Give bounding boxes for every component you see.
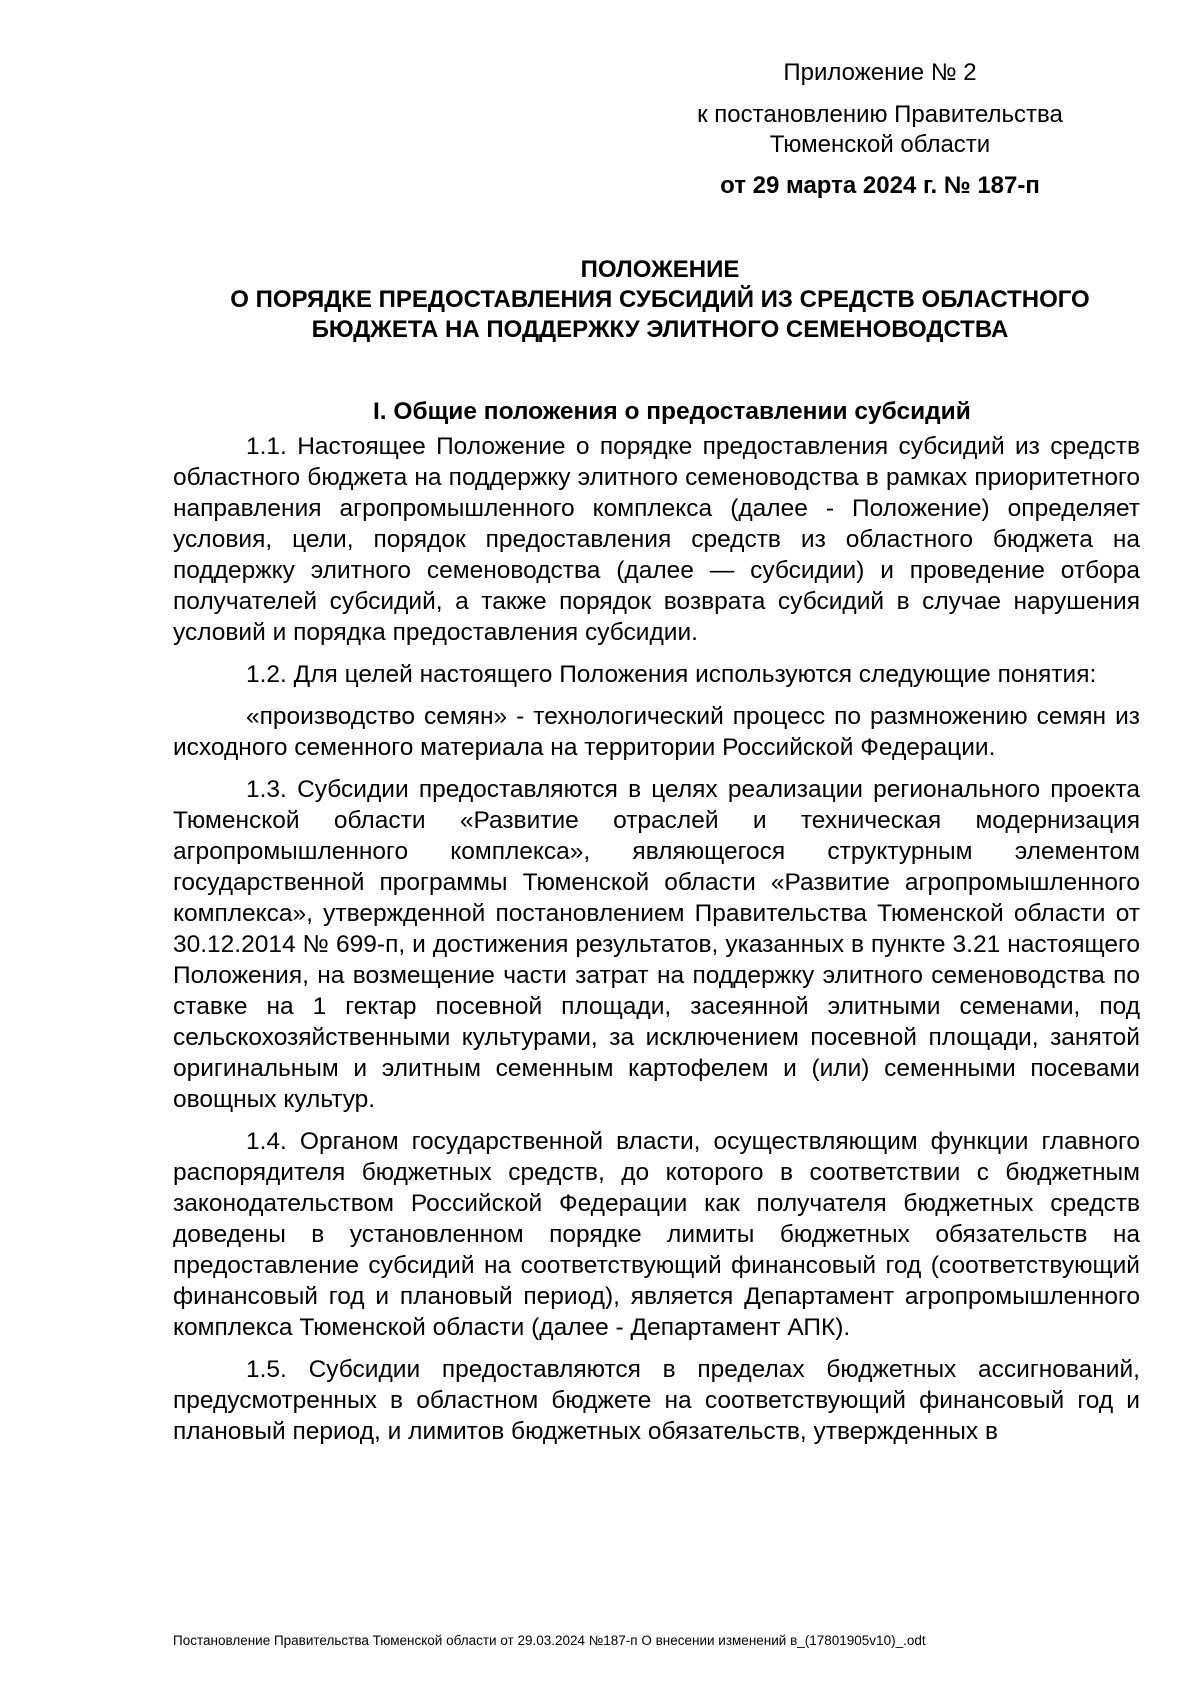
paragraph-1-5: 1.5. Субсидии предоставляются в пределах бюджетных ассигнований, предусмотренных в областном бюджете на соответствующий финансовый год и плановый период, и лимитов бюджетных обязательств, утвержденных в	[173, 1356, 1140, 1445]
paragraph-definition: «производство семян» - технологический процесс по размножению семян из исходного семенного материала на территории Российской Федерации.	[173, 703, 1140, 761]
paragraph-1-4: 1.4. Органом государственной власти, осуществляющим функции главного распорядителя бюджетных средств, до которого в соответствии с бюджетным законодательством Российской Федерации как получателя бюджетных средств доведены в установленном порядке лимиты бюджетных обязательств на предоставление субсидий на соответствующий финансовый год (соответствующий финансовый год и плановый период), является Департамент агропромышленного комплекса Тюменской области (далее - Департамент АПК).	[173, 1128, 1140, 1341]
paragraph-1-3: 1.3. Субсидии предоставляются в целях реализации регионального проекта Тюменской области «Развитие отраслей и техническая модернизация агропромышленного комплекса», являющегося структурным элементом государственной программы Тюменской области «Развитие агропромышленного комплекса», утвержденной постановлением Правительства Тюменской области от 30.12.2014 № 699-п, и достижения результатов, указанных в пункте 3.21 настоящего Положения, на возмещение части затрат на поддержку элитного семеноводства по ставке на 1 гектар посевной площади, засеянной элитными семенами, под сельскохозяйственными культурами, за исключением посевной площади, занятой оригинальным и элитным семенным картофелем и (или) семенными посевами овощных культур.	[173, 776, 1140, 1113]
appendix-number: Приложение № 2	[783, 59, 977, 86]
document-body	[173, 396, 1140, 1458]
paragraph-1-2: 1.2. Для целей настоящего Положения используются следующие понятия:	[246, 661, 1097, 688]
appendix-date-number: от 29 марта 2024 г. № 187-п	[720, 172, 1040, 199]
paragraph-1-1: 1.1. Настоящее Положение о порядке предоставления субсидий из средств областного бюджета на поддержку элитного семеноводства в рамках приоритетного направления агропромышленного комплекса (далее - Положение) определяет условия, цели, порядок предоставления средств из областного бюджета на поддержку элитного семеноводства (далее — субсидии) и проведение отбора получателей субсидий, а также порядок возврата субсидий в случае нарушения условий и порядка предоставления субсидии.	[173, 433, 1140, 646]
page-footer: Постановление Правительства Тюменской области от 29.03.2024 №187-п О внесении изменений в_(17801905v10)_.odt	[173, 1633, 926, 1648]
appendix-reference: к постановлению Правительства Тюменской области	[697, 101, 1063, 158]
section-heading: I. Общие положения о предоставлении субсидий	[373, 398, 971, 425]
document-title	[160, 255, 1160, 345]
title-line-1: ПОЛОЖЕНИЕ	[580, 256, 740, 283]
title-line-3: БЮДЖЕТА НА ПОДДЕРЖКУ ЭЛИТНОГО СЕМЕНОВОДСТВА	[311, 316, 1009, 343]
title-line-2: О ПОРЯДКЕ ПРЕДОСТАВЛЕНИЯ СУБСИДИЙ ИЗ СРЕДСТВ ОБЛАСТНОГО	[230, 286, 1090, 313]
